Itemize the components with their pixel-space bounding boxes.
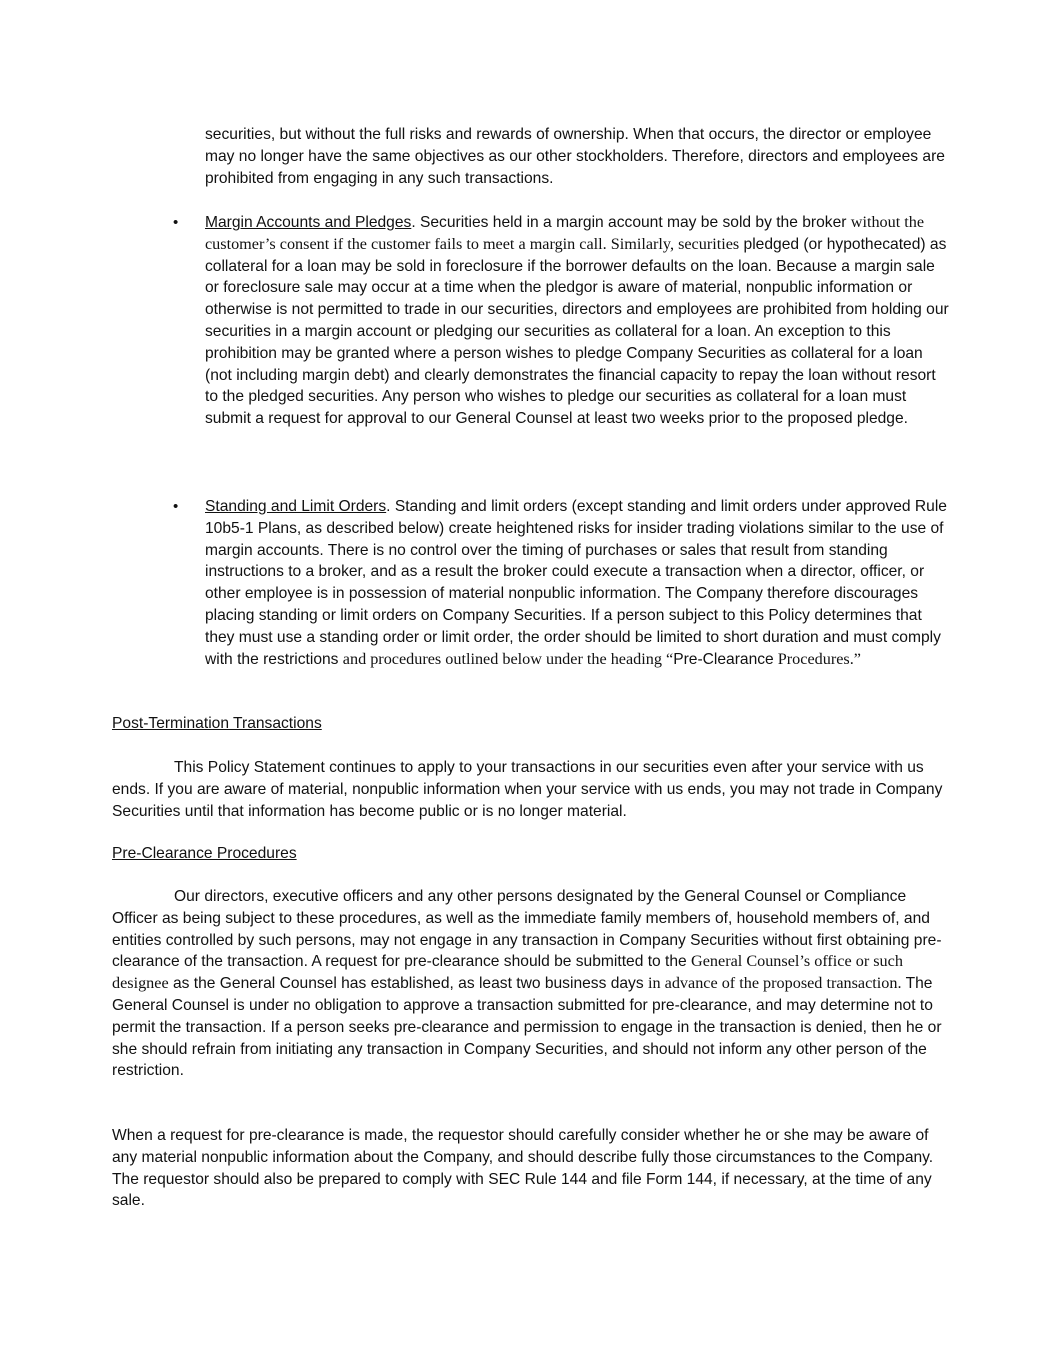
pc-text-e: The General Counsel is under no obligation to approve a transaction submitted for pre-clearance, and may determine not to permit the transaction. If a person seeks pre-clearance and permission to engage in the transaction is denied, then he or she should refrain from initiating any transaction in Company Securities, and should not inform any other person of the restriction. <box>112 975 942 1080</box>
bullet-standing: • <box>173 498 179 515</box>
pc-text-d: in advance of the proposed transaction. <box>648 974 902 993</box>
margin-text-a: . Securities held in a margin account may be sold by the broker <box>411 214 851 231</box>
standing-text-b: and procedures outlined below under the heading “ <box>342 649 674 668</box>
margin-pledges-paragraph <box>205 212 950 430</box>
margin-text-c: pledged (or hypothecated) as collateral for a loan may be sold in foreclosure if the borrower defaults on the loan. Because a margin sale or foreclosure sale may occur at a time when the pledgor is aware of material, nonpublic information or otherwise is not permitted to trade in our securities, directors and employees are prohibited from holding our securities in a margin account or pledging our securities as collateral for a loan. An exception to this prohibition may be granted where a person wishes to pledge Company Securities as collateral for a loan (not including margin debt) and clearly demonstrates the financial capacity to repay the loan without resort to the pledged securities. Any person who wishes to pledge our securities as collateral for a loan must submit a request for approval to our General Counsel at least two weeks prior to the proposed pledge. <box>205 235 949 428</box>
pc-text-a: Our directors, executive officers and any other persons designated by the General Counsel or Compliance Officer as being subject to these procedures, as well as the immediate family members of, household members of, and entities controlled by such persons, may not engage in any transaction in Company Securities without first obtaining pre-clearance of the transaction. A request for pre-clearance should be submitted to the <box>112 888 942 971</box>
standing-limit-title: Standing and Limit Orders <box>205 498 387 515</box>
standing-text-d: Procedures.” <box>773 649 861 668</box>
pc-text-b: General Counsel’s office or such designee <box>112 952 903 993</box>
pre-clearance-paragraph-1 <box>112 886 950 1082</box>
pc-text-c: as the General Counsel has established, as least two business days <box>168 975 648 993</box>
pre-clearance-paragraph-2: When a request for pre-clearance is made, the requestor should carefully consider whether he or she may be aware of any material nonpublic information about the Company, and should describe fully those circumstances to the Company. The requestor should also be prepared to comply with SEC Rule 144 and file Form 144, if necessary, at the time of any sale. <box>112 1127 934 1210</box>
standing-text-a: . Standing and limit orders (except standing and limit orders under approved Rule 10b5-1 Plans, as described below) create heightened risks for insider trading violations similar to the use of margin accounts. There is no control over the timing of purchases or sales that result from standing instructions to a broker, and as a result the broker could execute a transaction when a director, officer, or other employee is in possession of material nonpublic information. The Company therefore discourages placing standing or limit orders on Company Securities. If a person subject to this Policy determines that they must use a standing order or limit order, the order should be limited to short duration and must comply with the restrictions <box>205 498 947 668</box>
margin-pledges-title: Margin Accounts and Pledges <box>205 214 412 231</box>
pre-clearance-heading: Pre-Clearance Procedures <box>112 845 297 862</box>
post-termination-paragraph: This Policy Statement continues to apply to your transactions in our securities even after your service with us ends. If you are aware of material, nonpublic information when your service with us ends, you may not trade in Company Securities until that information has become public or is no longer material. <box>112 759 943 820</box>
post-termination-heading: Post-Termination Transactions <box>112 715 322 732</box>
bullet-margin: • <box>173 214 179 231</box>
margin-text-b: without the customer’s consent if the customer fails to meet a margin call. Similarly, securities <box>205 213 925 253</box>
intro-paragraph: securities, but without the full risks and rewards of ownership. When that occurs, the director or employee may no longer have the same objectives as our other stockholders. Therefore, directors and employees are prohibited from engaging in any such transactions. <box>205 126 945 187</box>
standing-text-c: Pre-Clearance <box>673 650 774 668</box>
standing-limit-paragraph <box>205 496 950 670</box>
